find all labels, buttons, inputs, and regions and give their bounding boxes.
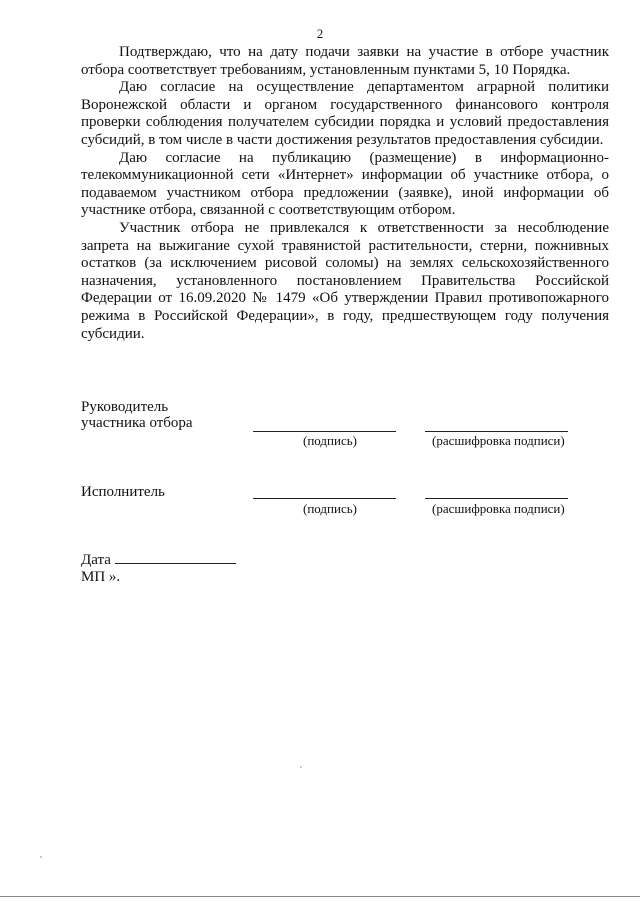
head-decoding-line — [425, 431, 568, 432]
head-label-line2: участника отбора — [81, 415, 193, 431]
date-field — [81, 550, 236, 569]
head-signature-caption: (подпись) — [303, 433, 357, 448]
executor-decoding-line — [425, 498, 568, 499]
executor-signature-caption: (подпись) — [303, 501, 357, 516]
paragraph-confirmation: Подтверждаю, что на дату подачи заявки на участие в отборе участник отбора соответствует требованиям, установленным пунктами 5, 10 Порядка. — [81, 44, 609, 78]
head-signature-line — [253, 431, 396, 432]
paragraph-consent-inspection: Даю согласие на осуществление департаментом аграрной политики Воронежской области и органом государственного финансового контроля проверки соблюдения получателем субсидии порядка и условий предоставления субсидий, в том числе в части достижения результатов предоставления субсидии. — [81, 79, 609, 148]
paragraph-no-liability: Участник отбора не привлекался к ответственности за несоблюдение запрета на выжигание сухой травянистой растительности, стерни, пожнивных остатков (за исключением рисовой соломы) на землях сельскохозяйственного назначения, установленного постановлением Правительства Российской Федерации от 16.09.2020 № 1479 «Об утверждении Правил противопожарного режима в Российской Федерации», в году, предшествующем году получения субсидии. — [81, 219, 609, 342]
stamp-label: МП ». — [81, 569, 121, 585]
scan-speck — [40, 856, 42, 858]
date-label: Дата — [81, 552, 111, 568]
body-text — [81, 44, 609, 343]
page-bottom-edge — [0, 896, 640, 897]
executor-decoding-caption: (расшифровка подписи) — [432, 501, 565, 516]
executor-label: Исполнитель — [81, 484, 165, 500]
head-label-line1: Руководитель — [81, 399, 169, 415]
page-number: 2 — [316, 26, 324, 41]
date-underline — [115, 550, 236, 564]
paragraph-consent-publication: Даю согласие на публикацию (размещение) в информационно-телекоммуникационной сети «Интернет» информации об участнике отбора, о подаваемом участником отбора предложении (заявке), иной информации об участнике отбора, связанной с соответствующим отбором. — [81, 149, 609, 219]
head-decoding-caption: (расшифровка подписи) — [432, 433, 565, 448]
scan-speck — [300, 766, 302, 768]
executor-signature-line — [253, 498, 396, 499]
